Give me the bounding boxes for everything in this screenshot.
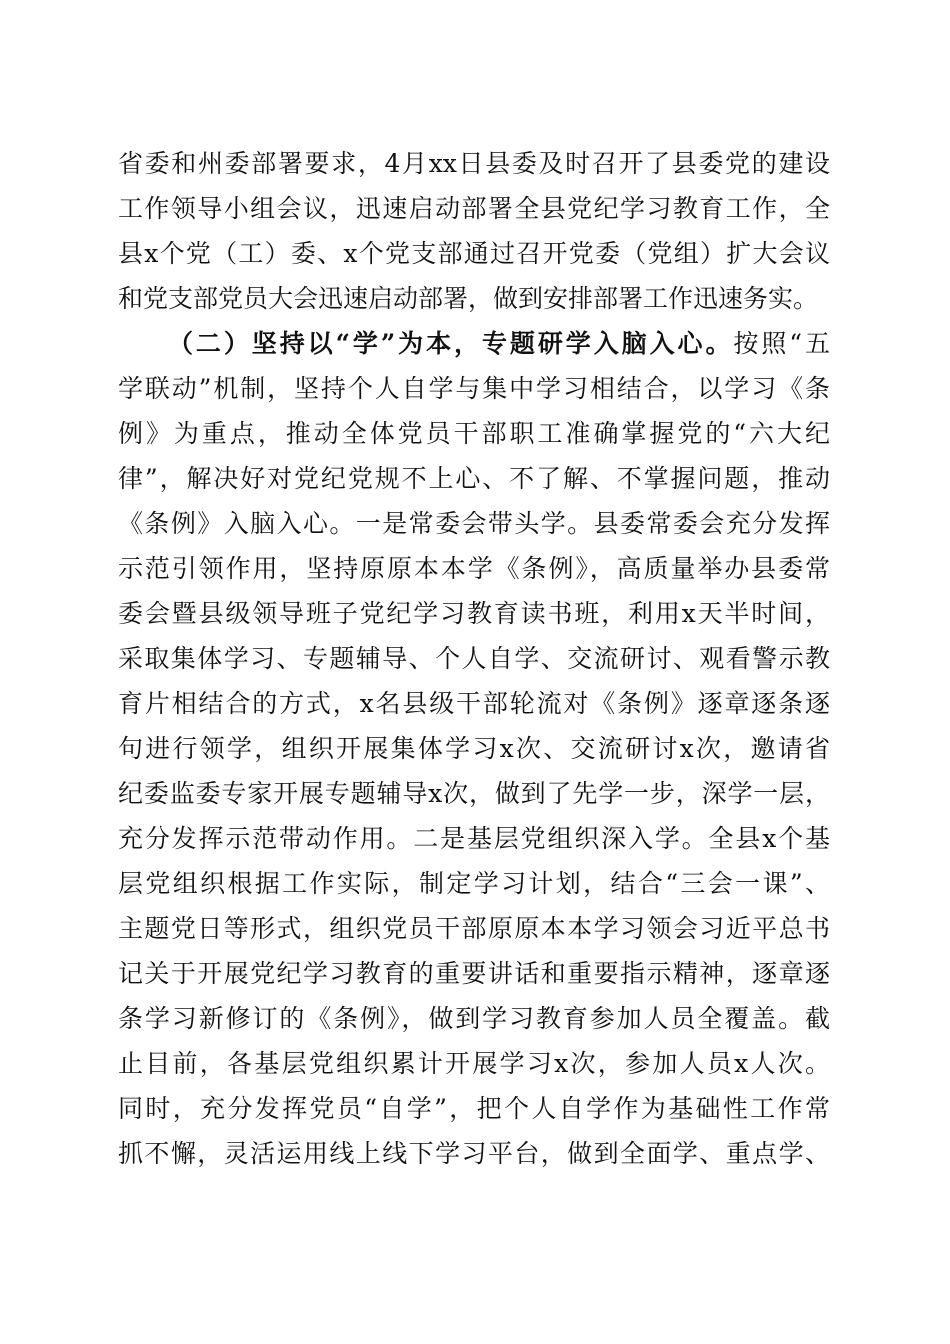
paragraph-heading-rest: 按照“五	[733, 329, 831, 358]
text-line: 育片相结合的方式，x名县级干部轮流对《条例》逐章逐条逐	[118, 689, 830, 718]
text-line: 县x个党（工）委、x个党支部通过召开党委（党组）扩大会议	[118, 239, 830, 268]
text-line: 条学习新修订的《条例》，做到学习教育参加人员全覆盖。截	[118, 1004, 830, 1033]
text-line: 省委和州委部署要求，4月xx日县委及时召开了县委党的建设	[118, 149, 830, 178]
text-line: 示范引领作用，坚持原原本本学《条例》，高质量举办县委常	[118, 554, 830, 583]
text-line: 例》为重点，推动全体党员干部职工准确掌握党的“六大纪	[118, 419, 830, 448]
text-line: 记关于开展党纪学习教育的重要讲话和重要指示精神，逐章逐	[118, 959, 830, 988]
text-line: 层党组织根据工作实际，制定学习计划，结合“三会一课”、	[118, 869, 830, 898]
paragraph-heading-line	[118, 321, 830, 366]
text-line: 止目前，各基层党组织累计开展学习x次，参加人员x人次。	[118, 1049, 830, 1078]
text-line: 主题党日等形式，组织党员干部原原本本学习领会习近平总书	[118, 914, 830, 943]
text-line: 句进行领学，组织开展集体学习x次、交流研讨x次，邀请省	[118, 734, 830, 763]
text-line: 工作领导小组会议，迅速启动部署全县党纪学习教育工作，全	[118, 194, 830, 223]
text-line: 律”，解决好对党纪党规不上心、不了解、不掌握问题，推动	[118, 464, 830, 493]
text-line: 充分发挥示范带动作用。二是基层党组织深入学。全县x个基	[118, 824, 830, 853]
text-line: 学联动”机制，坚持个人自学与集中学习相结合，以学习《条	[118, 374, 830, 403]
text-line: 抓不懈，灵活运用线上线下学习平台，做到全面学、重点学、	[118, 1139, 830, 1168]
document-body	[118, 141, 830, 1176]
text-line: 《条例》入脑入心。一是常委会带头学。县委常委会充分发挥	[118, 509, 830, 538]
text-line: 纪委监委专家开展专题辅导x次，做到了先学一步，深学一层，	[118, 779, 830, 808]
text-line: 同时，充分发挥党员“自学”，把个人自学作为基础性工作常	[118, 1094, 830, 1123]
paragraph-heading: （二）坚持以“学”为本，专题研学入脑入心。	[168, 329, 734, 358]
text-line: 委会暨县级领导班子党纪学习教育读书班，利用x天半时间，	[118, 599, 830, 628]
text-line: 采取集体学习、专题辅导、个人自学、交流研讨、观看警示教	[118, 644, 830, 673]
text-line: 和党支部党员大会迅速启动部署，做到安排部署工作迅速务实。	[118, 284, 819, 313]
